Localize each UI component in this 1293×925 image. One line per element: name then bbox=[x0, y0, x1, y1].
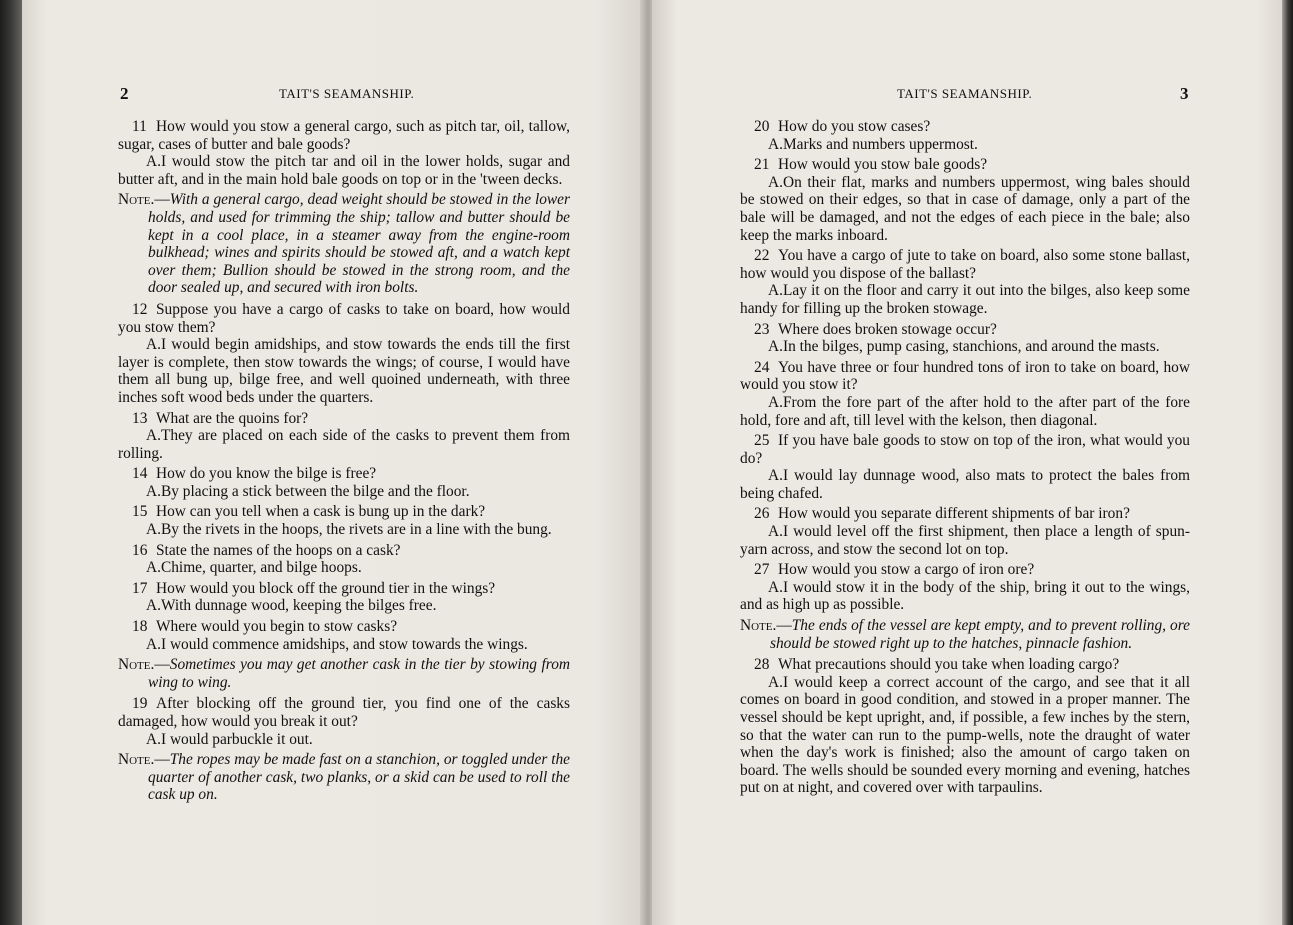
question-text: How would you block off the ground tier in the wings? bbox=[156, 579, 496, 597]
answer-label: A. bbox=[768, 393, 783, 411]
question-22 bbox=[740, 247, 1190, 282]
question-18 bbox=[118, 618, 570, 636]
answer-label: A. bbox=[146, 559, 161, 577]
question-number: 27 bbox=[754, 561, 770, 579]
question-21 bbox=[740, 156, 1190, 174]
answer-label: A. bbox=[768, 467, 783, 485]
answer-text: Chime, quarter, and bilge hoops. bbox=[160, 559, 362, 577]
answer bbox=[740, 674, 1190, 797]
answer-label: A. bbox=[146, 635, 161, 653]
left-page bbox=[22, 0, 644, 925]
question-11 bbox=[118, 118, 570, 153]
question-number: 22 bbox=[754, 247, 770, 265]
answer-label: A. bbox=[146, 427, 161, 445]
question-number: 21 bbox=[754, 156, 770, 174]
answer-text: I would stow it in the body of the ship, bring it out to the wings, and as high up as possible. bbox=[740, 578, 1190, 614]
answer bbox=[118, 153, 570, 188]
answer bbox=[118, 731, 570, 749]
page-number-right: 3 bbox=[1180, 84, 1189, 103]
question-15 bbox=[118, 503, 570, 521]
question-number: 24 bbox=[754, 358, 770, 376]
question-16 bbox=[118, 542, 570, 560]
answer bbox=[740, 467, 1190, 502]
note-label: Note.— bbox=[740, 617, 792, 635]
answer-text: I would commence amidships, and stow towards the wings. bbox=[160, 635, 528, 653]
answer-text: I would stow the pitch tar and oil in the lower holds, sugar and butter aft, and in the main hold bale goods on top or in the 'tween decks. bbox=[118, 153, 570, 188]
question-number: 19 bbox=[132, 695, 148, 713]
question-text: Where does broken stowage occur? bbox=[778, 320, 997, 338]
answer-text: They are placed on each side of the casks to prevent them from rolling. bbox=[118, 427, 570, 462]
question-text: How do you know the bilge is free? bbox=[156, 465, 377, 483]
answer-label: A. bbox=[146, 730, 161, 748]
answer-text: I would begin amidships, and stow towards the ends till the first layer is complete, then stow towards the wings; of course, I would have them all bung up, bilge free, and well quoined underneath, with three inches soft wood beds under the quarters. bbox=[118, 336, 570, 406]
answer-label: A. bbox=[768, 523, 783, 541]
answer bbox=[118, 336, 570, 406]
question-number: 14 bbox=[132, 465, 148, 483]
note bbox=[118, 191, 570, 297]
answer-label: A. bbox=[768, 173, 783, 191]
question-number: 13 bbox=[132, 409, 148, 427]
question-13 bbox=[118, 410, 570, 428]
question-28 bbox=[740, 656, 1190, 674]
question-text: What are the quoins for? bbox=[156, 409, 309, 427]
answer-text: I would level off the first shipment, then place a length of spun-yarn across, and stow the second lot on top. bbox=[740, 523, 1190, 558]
answer-text: I would keep a correct account of the cargo, and see that it all comes on board in good condition, and stowed in a proper manner. The vessel should be kept upright, and, if possible, a few inches by the stern, so that the water can run to the pump-wells, note the draught of water when the day's work is finished; also the amount of cargo taken on board. The wells should be sounded every morning and evening, hatches put on at night, and covered over with tarpaulins. bbox=[740, 673, 1190, 797]
answer-label: A. bbox=[146, 482, 161, 500]
answer-label: A. bbox=[768, 135, 783, 153]
note bbox=[118, 656, 570, 691]
question-text: You have three or four hundred tons of iron to take on board, how would you stow it? bbox=[740, 358, 1190, 394]
question-23 bbox=[740, 321, 1190, 339]
note-label: Note.— bbox=[118, 751, 170, 769]
question-text: After blocking off the ground tier, you find one of the casks damaged, how would you break it out? bbox=[118, 695, 570, 730]
note-label: Note.— bbox=[118, 191, 170, 209]
question-20 bbox=[740, 118, 1190, 136]
note-text: The ends of the vessel are kept empty, and to prevent rolling, ore should be stowed right up to the hatches, pinnacle fashion. bbox=[770, 617, 1190, 652]
answer-text: I would parbuckle it out. bbox=[160, 730, 313, 748]
answer bbox=[118, 559, 570, 577]
answer-text: By placing a stick between the bilge and the floor. bbox=[160, 482, 470, 500]
answer-text: From the fore part of the after hold to the after part of the fore hold, fore and aft, till level with the kelson, then diagonal. bbox=[740, 393, 1190, 429]
question-text: How can you tell when a cask is bung up in the dark? bbox=[156, 503, 486, 521]
question-number: 16 bbox=[132, 541, 148, 559]
note-text: The ropes may be made fast on a stanchion, or toggled under the quarter of another cask, two planks, or a skid can be used to roll the cask up on. bbox=[148, 751, 570, 804]
question-number: 25 bbox=[754, 432, 770, 450]
question-number: 17 bbox=[132, 579, 148, 597]
right-page bbox=[652, 0, 1282, 925]
question-text: State the names of the hoops on a cask? bbox=[156, 541, 401, 559]
question-number: 28 bbox=[754, 656, 770, 674]
note bbox=[118, 751, 570, 804]
page-number-left: 2 bbox=[120, 84, 129, 103]
answer-label: A. bbox=[146, 336, 161, 354]
question-text: You have a cargo of jute to take on board, also some stone ballast, how would you dispose of the ballast? bbox=[740, 247, 1190, 282]
answer-text: I would lay dunnage wood, also mats to protect the bales from being chafed. bbox=[740, 467, 1190, 502]
answer bbox=[740, 338, 1190, 356]
answer-text: By the rivets in the hoops, the rivets are in a line with the bung. bbox=[160, 521, 552, 539]
answer-label: A. bbox=[146, 521, 161, 539]
question-text: Suppose you have a cargo of casks to take on board, how would you stow them? bbox=[118, 300, 570, 336]
answer-label: A. bbox=[146, 597, 161, 615]
answer-text: On their flat, marks and numbers uppermost, wing bales should be stowed on their edges, so that in case of damage, only a part of the bale will be damaged, and not the edges of each piece in the bale; also keep the marks inboard. bbox=[740, 173, 1190, 244]
answer bbox=[118, 636, 570, 654]
question-25 bbox=[740, 432, 1190, 467]
left-text-column bbox=[118, 115, 570, 808]
question-12 bbox=[118, 301, 570, 336]
answer-label: A. bbox=[768, 282, 783, 300]
answer bbox=[740, 282, 1190, 317]
question-19 bbox=[118, 695, 570, 730]
question-24 bbox=[740, 359, 1190, 394]
question-text: If you have bale goods to stow on top of the iron, what would you do? bbox=[740, 432, 1190, 467]
question-text: How do you stow cases? bbox=[778, 118, 931, 135]
answer-label: A. bbox=[768, 338, 783, 356]
answer-text: Marks and numbers uppermost. bbox=[782, 135, 978, 153]
answer bbox=[118, 597, 570, 615]
answer bbox=[118, 483, 570, 501]
question-14 bbox=[118, 465, 570, 483]
answer bbox=[118, 521, 570, 539]
answer-label: A. bbox=[768, 673, 783, 691]
answer-text: In the bilges, pump casing, stanchions, and around the masts. bbox=[782, 338, 1160, 356]
answer-text: Lay it on the floor and carry it out into the bilges, also keep some handy for filling up the broken stowage. bbox=[740, 282, 1190, 317]
question-number: 26 bbox=[754, 505, 770, 523]
book-edge-right bbox=[1281, 0, 1293, 925]
question-text: Where would you begin to stow casks? bbox=[156, 618, 398, 636]
question-text: How would you separate different shipments of bar iron? bbox=[778, 505, 1130, 523]
question-text: How would you stow bale goods? bbox=[778, 156, 988, 174]
answer bbox=[740, 579, 1190, 614]
question-text: How would you stow a cargo of iron ore? bbox=[778, 561, 1035, 579]
question-number: 23 bbox=[754, 320, 770, 338]
question-number: 12 bbox=[132, 300, 148, 318]
question-17 bbox=[118, 580, 570, 598]
question-text: How would you stow a general cargo, such as pitch tar, oil, tallow, sugar, cases of butter and bale goods? bbox=[118, 118, 570, 153]
answer bbox=[740, 394, 1190, 429]
answer-label: A. bbox=[146, 153, 161, 171]
answer bbox=[118, 427, 570, 462]
question-number: 20 bbox=[754, 118, 770, 135]
question-26 bbox=[740, 505, 1190, 523]
running-head-right: TAIT'S SEAMANSHIP. bbox=[897, 86, 1033, 101]
question-number: 15 bbox=[132, 503, 148, 521]
note-label: Note.— bbox=[118, 656, 170, 674]
note-text: Sometimes you may get another cask in the tier by stowing from wing to wing. bbox=[148, 656, 570, 691]
running-head-left: TAIT'S SEAMANSHIP. bbox=[279, 86, 415, 101]
answer bbox=[740, 174, 1190, 244]
note bbox=[740, 617, 1190, 652]
note-text: With a general cargo, dead weight should be stowed in the lower holds, and used for trimming the ship; tallow and butter should be kept in a cool place, in a steamer away from the engine-room bulkhead; wines and spirits should be stowed aft, and a watch kept over them; Bullion should be stowed in the strong room, and the door sealed up, and secured with iron bolts. bbox=[148, 191, 570, 297]
answer bbox=[740, 136, 1190, 154]
answer-label: A. bbox=[768, 578, 783, 596]
question-number: 11 bbox=[132, 118, 147, 135]
question-text: What precautions should you take when loading cargo? bbox=[778, 656, 1120, 674]
right-text-column bbox=[740, 115, 1190, 797]
question-number: 18 bbox=[132, 618, 148, 636]
question-27 bbox=[740, 561, 1190, 579]
answer-text: With dunnage wood, keeping the bilges free. bbox=[160, 597, 437, 615]
answer bbox=[740, 523, 1190, 558]
